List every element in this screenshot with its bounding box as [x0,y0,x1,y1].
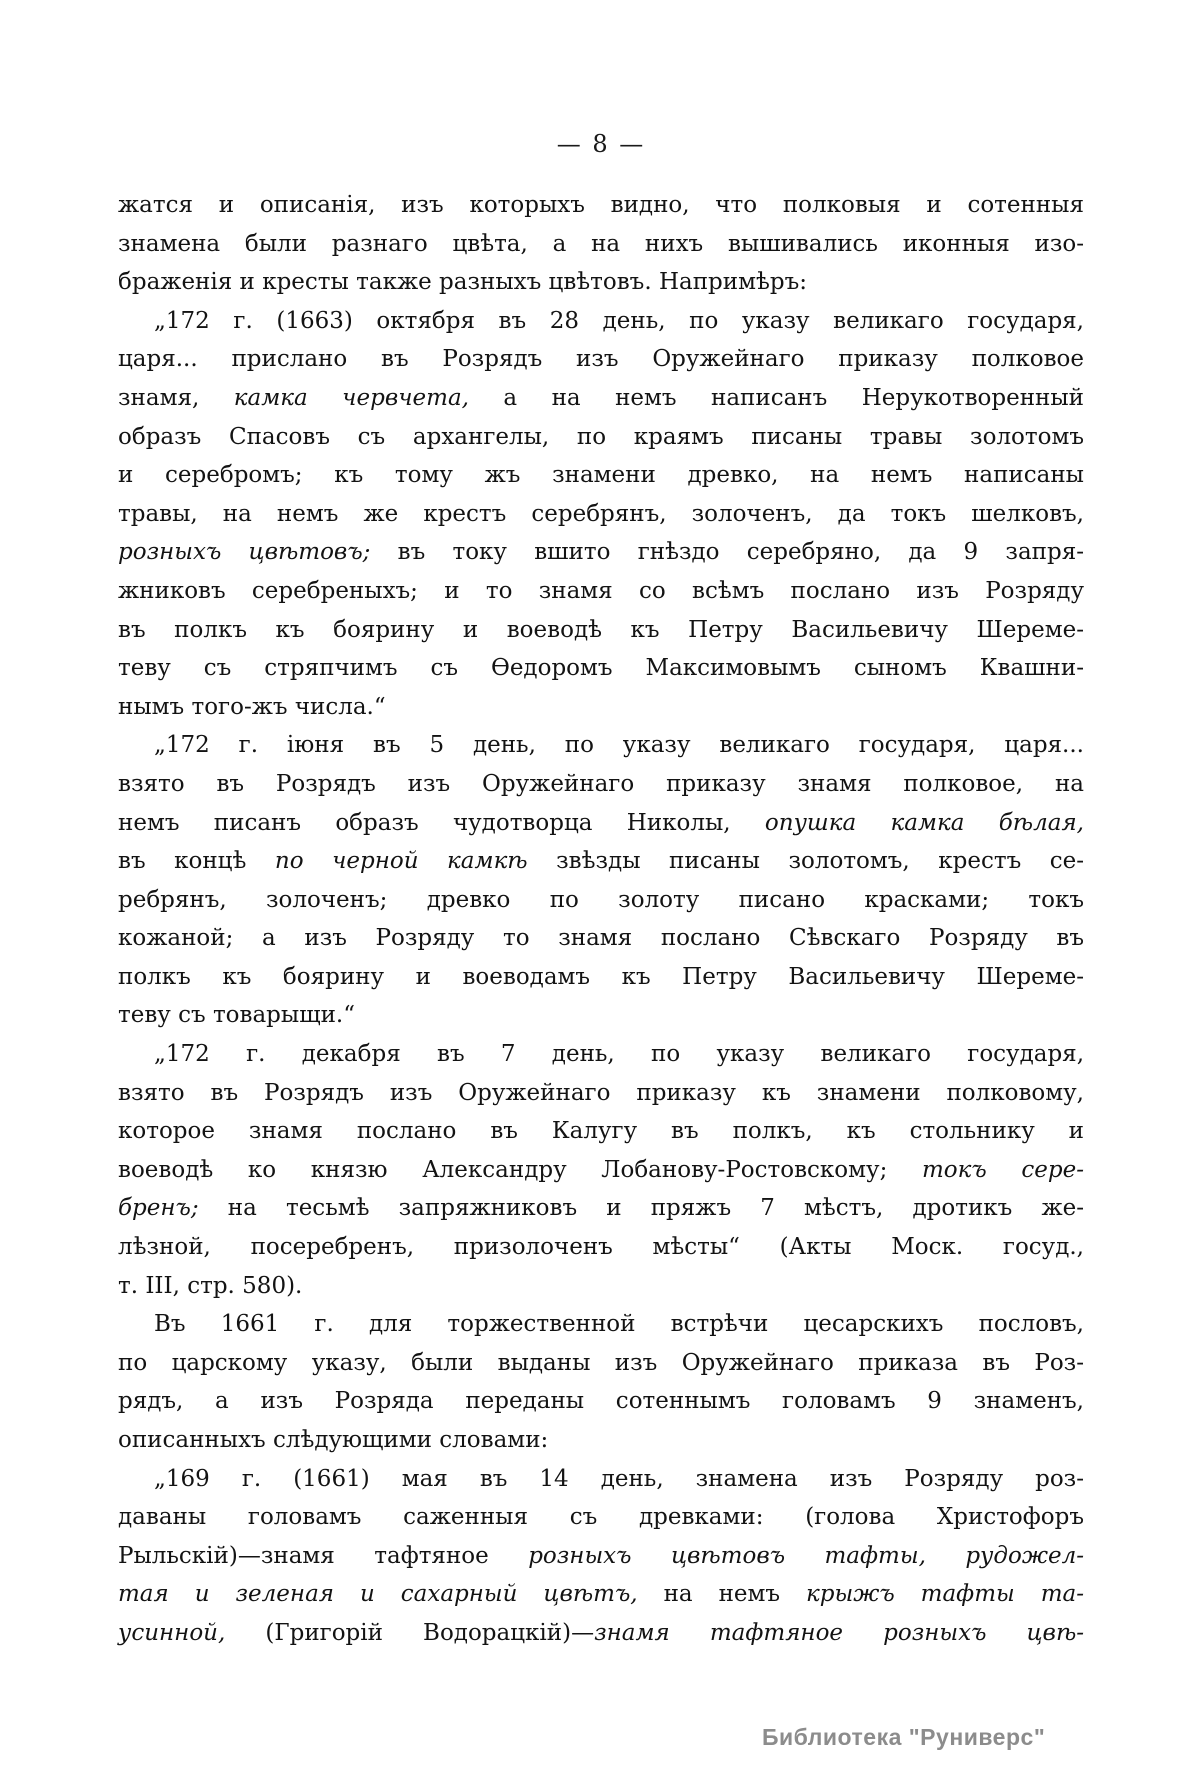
text-line [118,881,1084,920]
text-line [118,765,1084,804]
text-segment: взято въ Розрядъ изъ Оружейнаго приказу къ знамени полковому, [118,1079,1084,1106]
text-segment: кожаной; а изъ Розряду то знамя послано Сѣвскаго Розряду въ [118,925,1084,952]
text-line [118,1421,1084,1460]
page-number: — 8 — [556,130,646,158]
text-segment: браженія и кресты также разныхъ цвѣтовъ. Напримѣръ: [118,269,807,296]
italic-text-segment: опушка камка бѣлая, [764,809,1084,836]
text-line [118,302,1084,341]
text-line [118,804,1084,843]
text-segment: и серебромъ; къ тому жъ знамени древко, на немъ написаны [118,462,1084,489]
italic-text-segment: розныхъ цвѣтовъ тафты, рудожел- [528,1542,1084,1569]
text-segment: рядъ, а изъ Розряда переданы сотеннымъ головамъ 9 знаменъ, [118,1388,1084,1415]
text-segment: описанныхъ слѣдующими словами: [118,1427,549,1453]
text-segment: въ току вшито гнѣздо серебряно, да 9 запря- [370,539,1084,566]
text-line [118,1228,1084,1267]
text-line [118,456,1084,495]
italic-text-segment: по черной камкѣ [274,848,528,875]
text-line [118,1035,1084,1074]
italic-text-segment: розныхъ цвѣтовъ; [118,539,371,566]
text-segment: образъ Спасовъ съ архангелы, по краямъ писаны травы золотомъ [118,423,1084,450]
text-segment: на тесьмѣ запряжниковъ и пряжъ 7 мѣстъ, дротикъ же- [198,1195,1084,1222]
text-segment: знамя, [118,384,234,411]
text-line [118,1537,1084,1576]
text-block [118,186,1084,1653]
text-segment: по царскому указу, были выданы изъ Оружейнаго приказа въ Роз- [118,1349,1084,1376]
text-segment: теву съ стряпчимъ съ Ѳедоромъ Максимовымъ сыномъ Квашни- [118,655,1084,682]
text-line [118,842,1084,881]
italic-text-segment: бренъ; [118,1195,199,1222]
text-line [118,1189,1084,1228]
text-segment: а на немъ написанъ Нерукотворенный [468,384,1085,411]
text-line [118,379,1084,418]
text-line [118,1267,1084,1306]
text-line [118,688,1084,727]
text-line [118,649,1084,688]
text-line [118,1382,1084,1421]
text-segment: травы, на немъ же крестъ серебрянъ, золоченъ, да токъ шелковъ, [118,500,1084,527]
text-line [118,1344,1084,1383]
text-line [118,1614,1084,1653]
text-segment: „169 г. (1661) мая въ 14 день, знамена изъ Розряду роз- [154,1465,1084,1492]
text-line [118,1112,1084,1151]
text-line [118,1151,1084,1190]
text-line [118,533,1084,572]
text-segment: т. III, стр. 580). [118,1272,303,1299]
text-segment: даваны головамъ саженныя съ древками: (голова Христофоръ [118,1504,1084,1531]
text-line [118,611,1084,650]
text-line [118,495,1084,534]
text-segment: лѣзной, посеребренъ, призолоченъ мѣсты“ (Акты Моск. госуд., [118,1234,1084,1261]
text-line [118,572,1084,611]
italic-text-segment: токъ сере- [922,1156,1084,1183]
text-segment: „172 г. іюня въ 5 день, по указу великаго государя, царя... [154,732,1084,759]
text-line [118,340,1084,379]
text-line [118,958,1084,997]
text-line [118,225,1084,264]
text-segment: въ концѣ [118,848,275,875]
text-segment: царя... прислано въ Розрядъ изъ Оружейнаго приказу полковое [118,346,1084,373]
text-segment: жниковъ серебреныхъ; и то знамя со всѣмъ послано изъ Розряду [118,577,1084,604]
text-segment: „172 г. декабря въ 7 день, по указу великаго государя, [154,1041,1084,1068]
text-segment: которое знамя послано въ Калугу въ полкъ, къ стольнику и [118,1118,1084,1145]
italic-text-segment: камка червчета, [233,384,469,411]
text-segment: немъ писанъ образъ чудотворца Николы, [118,809,765,836]
text-segment: на немъ [637,1581,807,1608]
text-segment: въ полкъ къ боярину и воеводѣ къ Петру Васильевичу Шереме- [118,616,1084,643]
text-line [118,1498,1084,1537]
text-line [118,1460,1084,1499]
text-segment: звѣзды писаны золотомъ, крестъ се- [527,848,1085,875]
text-segment: полкъ къ боярину и воеводамъ къ Петру Васильевичу Шереме- [118,963,1084,990]
text-segment: жатся и описанія, изъ которыхъ видно, что полковыя и сотенныя [118,192,1084,218]
text-line [118,726,1084,765]
italic-text-segment: крыжъ тафты та- [806,1581,1084,1608]
text-segment: знамена были разнаго цвѣта, а на нихъ вышивались иконныя изо- [118,230,1084,257]
text-line [118,1074,1084,1113]
text-line [118,996,1084,1035]
text-segment: ребрянъ, золоченъ; древко по золоту писано красками; токъ [118,886,1084,913]
text-segment: Рыльскій)—знамя тафтяное [118,1542,529,1569]
text-line [118,1305,1084,1344]
text-line [118,919,1084,958]
text-segment: воеводѣ ко князю Александру Лобанову-Ростовскому; [118,1156,922,1183]
italic-text-segment: тая и зеленая и сахарный цвѣтъ, [118,1581,638,1608]
text-segment: „172 г. (1663) октября въ 28 день, по указу великаго государя, [154,307,1084,334]
text-line [118,1575,1084,1614]
text-line [118,186,1084,225]
text-segment: нымъ того-жъ числа.“ [118,693,386,720]
text-line [118,263,1084,302]
text-segment: взято въ Розрядъ изъ Оружейнаго приказу знамя полковое, на [118,770,1084,797]
italic-text-segment: усинной, [118,1619,226,1646]
italic-text-segment: знамя тафтяное розныхъ цвѣ- [594,1619,1085,1646]
library-watermark: Библиотека "Руниверс" [762,1724,1046,1750]
text-segment: (Григорій Водорацкій)— [225,1619,595,1646]
text-line [118,418,1084,457]
text-segment: теву съ товарыщи.“ [118,1002,355,1029]
text-segment: Въ 1661 г. для торжественной встрѣчи цесарскихъ пословъ, [154,1311,1084,1338]
